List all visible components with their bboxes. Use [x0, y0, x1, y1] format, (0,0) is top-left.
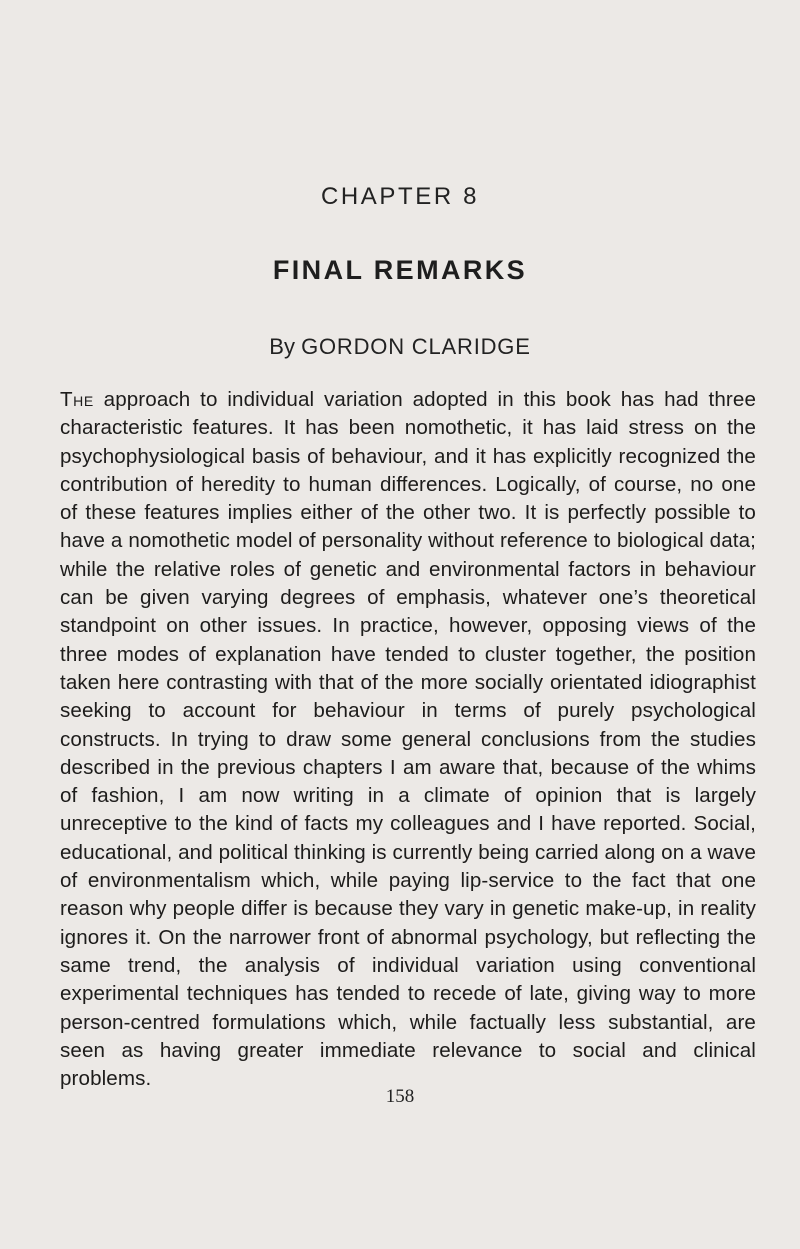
- paragraph-text: approach to individual variation adopted in this book has had three characteristic features. It has been nomothetic, it has laid stress on the psychophysiological basis of behaviour, and it has explicitly recognized the contribution of heredity to human differences. Logically, of course, no one of these features implies either of the other two. It is perfectly possible to have a nomothetic model of personality without reference to biological data; while the relative roles of genetic and environmental factors in behaviour can be given varying degrees of emphasis, whatever one’s theoretical standpoint on other issues. In practice, however, opposing views of the three modes of explanation have tended to cluster together, the position taken here contrasting with that of the more socially orientated idiographist seeking to account for behaviour in terms of purely psychological constructs. In trying to draw some general conclusions from the studies described in the previous chapters I am aware that, because of the whims of fashion, I am now writing in a climate of opinion that is largely unreceptive to the kind of facts my colleagues and I have reported. Social, educational, and political thinking is currently being carried along on a wave of environmentalism which, while paying lip-service to the fact that one reason why people differ is because they vary in genetic make-up, in reality ignores it. On the narrower front of abnormal psychology, but reflecting the same trend, the analysis of individual variation using conventional experimental techniques has tended to recede of late, giving way to more person-centred formulations which, while factually less substantial, are seen as having greater immediate relevance to social and clinical problems.: [60, 388, 756, 1091]
- byline: [0, 334, 800, 360]
- body-paragraph: [60, 386, 756, 1093]
- byline-prefix: By: [269, 334, 302, 359]
- lead-word: The: [60, 388, 94, 411]
- chapter-title: FINAL REMARKS: [272, 255, 528, 285]
- author-name: GORDON CLARIDGE: [301, 334, 531, 359]
- chapter-number: CHAPTER 8: [320, 183, 480, 210]
- page-number: 158: [385, 1086, 415, 1107]
